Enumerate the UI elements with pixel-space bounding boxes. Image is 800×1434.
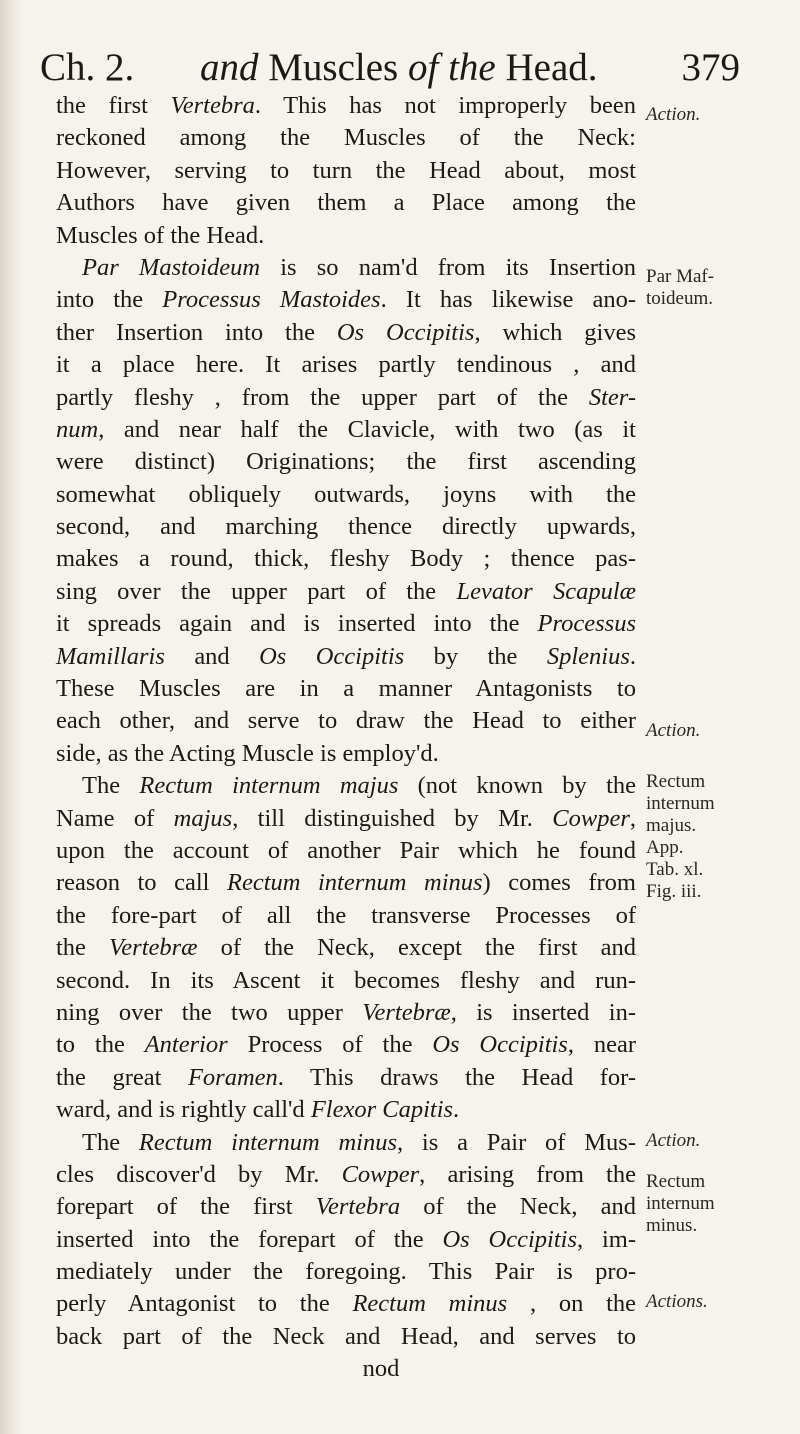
text-run: nod — [362, 1355, 400, 1383]
text-line — [56, 835, 636, 867]
text-run: the fore-part of all the transverse Processes of — [56, 901, 636, 929]
text-line — [56, 1159, 636, 1191]
text-line — [56, 673, 636, 705]
text-run: Name of — [56, 804, 174, 832]
text-line — [56, 900, 636, 932]
text-run: Muscles of the Head. — [56, 221, 265, 249]
text-line — [56, 932, 636, 964]
text-run: , near — [567, 1031, 636, 1059]
italic-term: Os Occipitis — [442, 1225, 577, 1253]
text-run: sing over the upper part of the — [56, 577, 457, 605]
text-run: perly Antagonist to the — [56, 1290, 353, 1318]
text-run: , and near half the Clavicle, with two (as it — [98, 415, 636, 443]
text-run: , on the — [507, 1290, 637, 1318]
text-run: , till distinguished by Mr. — [232, 804, 553, 832]
text-run: However, serving to turn the Head about, most — [56, 156, 636, 184]
text-run: ther Insertion into the — [56, 318, 337, 346]
italic-term: Rectum internum minus — [226, 869, 483, 897]
italic-term: Cowper — [552, 804, 630, 832]
margin-par-mastoideum: Par Maf- toideum. — [646, 266, 715, 309]
margin-rectum-minus: Rectum internum minus. — [646, 1171, 715, 1236]
text-run: the first — [56, 92, 171, 119]
text-run: somewhat obliquely outwards, joyns with the — [56, 480, 636, 508]
text-run: These Muscles are in a manner Antagonists to — [56, 675, 636, 703]
text-run: the — [56, 934, 110, 962]
text-line — [56, 220, 636, 252]
text-line — [56, 317, 636, 349]
italic-term: Anterior — [144, 1031, 228, 1059]
text-run: makes a round, thick, fleshy Body ; thence pas- — [56, 545, 636, 573]
italic-term: Vertebra — [170, 92, 255, 119]
text-run: is so nam'd from its Insertion — [260, 253, 636, 281]
text-run: back part of the Neck and Head, and serves to — [56, 1322, 636, 1350]
italic-term: Mamillaris — [56, 642, 165, 670]
italic-term: Foramen — [187, 1063, 278, 1091]
text-run: and — [164, 642, 260, 670]
text-run: , im- — [577, 1225, 636, 1253]
text-run: of the Neck, except the first and — [197, 934, 636, 962]
text-line — [56, 705, 636, 737]
page-number: 379 — [681, 46, 740, 89]
text-line — [56, 965, 636, 997]
text-line — [56, 382, 636, 414]
text-run: were distinct) Originations; the first ascending — [56, 448, 636, 476]
italic-term: Os Occipitis — [259, 642, 405, 670]
text-run: reason to call — [56, 869, 227, 897]
text-run: the great — [56, 1063, 188, 1091]
text-run: it a place here. It arises partly tendinous , and — [56, 351, 636, 379]
text-run: inserted into the forepart of the — [56, 1225, 443, 1253]
italic-term: Rectum internum minus — [138, 1128, 397, 1156]
margin-rectum-majus: Rectum internum majus. App. Tab. xl. Fig. iii. — [646, 771, 715, 902]
italic-term: Cowper — [341, 1160, 420, 1188]
running-header — [40, 38, 740, 98]
text-run: , arising from the — [419, 1160, 636, 1188]
text-run: partly fleshy , from the upper part of the — [56, 383, 589, 411]
text-run: second, and marching thence directly upwards, — [56, 513, 636, 541]
text-line — [56, 1191, 636, 1223]
text-run: cles discover'd by Mr. — [56, 1160, 342, 1188]
text-line — [56, 1321, 636, 1353]
text-run: each other, and serve to draw the Head to either — [56, 707, 636, 735]
text-line — [56, 1094, 636, 1126]
text-run: reckoned among the Muscles of the Neck: — [56, 124, 636, 152]
text-run: . This draws the Head for- — [277, 1063, 637, 1091]
italic-term: Vertebra — [315, 1193, 401, 1221]
text-run: . This has not improperly been — [254, 92, 636, 119]
text-line — [56, 1062, 636, 1094]
text-line — [56, 511, 636, 543]
text-line — [56, 252, 636, 284]
italic-term: Os Occipitis — [432, 1031, 568, 1059]
margin-action-3: Action. — [646, 1130, 701, 1151]
text-run: The — [82, 1128, 139, 1156]
text-run: side, as the Acting Muscle is employ'd. — [56, 739, 439, 767]
margin-actions: Actions. — [646, 1291, 708, 1312]
italic-term: Splenius — [546, 642, 630, 670]
italic-term: Rectum minus — [352, 1290, 508, 1318]
text-run: mediately under the foregoing. This Pair is pro- — [56, 1258, 636, 1286]
text-line — [56, 641, 636, 673]
italic-term: Vertebræ — [109, 934, 198, 962]
text-line — [56, 90, 636, 122]
text-run: forepart of the first — [56, 1193, 316, 1221]
body-text — [56, 90, 636, 1386]
text-run: Process of the — [227, 1031, 433, 1059]
italic-term: Rectum internum majus — [139, 772, 399, 800]
text-run: second. In its Ascent it becomes fleshy and run- — [56, 966, 636, 994]
italic-term: Processus — [537, 610, 636, 638]
chapter-label: Ch. 2. — [40, 46, 135, 89]
text-line — [56, 446, 636, 478]
italic-term: num — [56, 415, 99, 443]
text-run: , is inserted in- — [450, 998, 636, 1026]
italic-term: Flexor Capitis — [310, 1096, 454, 1124]
text-line — [56, 576, 636, 608]
italic-term: Levator Scapulæ — [456, 577, 636, 605]
text-run: it spreads again and is inserted into the — [56, 610, 538, 638]
text-run: The — [82, 772, 140, 800]
text-line — [56, 187, 636, 219]
text-line — [56, 155, 636, 187]
italic-term: majus — [173, 804, 233, 832]
text-line — [56, 349, 636, 381]
text-line — [56, 122, 636, 154]
italic-term: Processus Mastoides — [162, 286, 381, 314]
text-line — [56, 1288, 636, 1320]
text-run: . — [453, 1096, 460, 1124]
italic-term: Ster- — [588, 383, 636, 411]
text-run: , is a Pair of Mus- — [397, 1128, 636, 1156]
text-run: by the — [404, 642, 547, 670]
text-run: to the — [56, 1031, 145, 1059]
text-line — [56, 738, 636, 770]
page-binding-shadow — [0, 0, 22, 1434]
text-line — [56, 770, 636, 802]
text-line — [56, 1127, 636, 1159]
text-line — [56, 1224, 636, 1256]
text-line — [56, 479, 636, 511]
text-line — [56, 867, 636, 899]
text-run: . — [629, 642, 636, 670]
italic-term: Vertebræ — [362, 998, 451, 1026]
running-title: and Muscles of the Head. — [200, 46, 598, 89]
text-run: ward, and is rightly call'd — [56, 1096, 311, 1124]
text-line — [56, 284, 636, 316]
text-run: ning over the two upper — [56, 998, 363, 1026]
italic-term: Os Occipitis — [336, 318, 475, 346]
text-line — [56, 543, 636, 575]
text-line — [56, 414, 636, 446]
text-run: (not known by the — [398, 772, 637, 800]
text-line — [56, 1353, 636, 1385]
margin-action-2: Action. — [646, 720, 701, 741]
text-line — [56, 1256, 636, 1288]
text-line — [56, 803, 636, 835]
text-run: , which gives — [474, 318, 636, 346]
text-line — [56, 608, 636, 640]
italic-term: Par Mastoideum — [82, 253, 261, 281]
text-run: upon the account of another Pair which he found — [56, 836, 636, 864]
margin-action-1: Action. — [646, 104, 701, 125]
text-line — [56, 997, 636, 1029]
text-run: ) comes from — [482, 869, 636, 897]
text-line — [56, 1029, 636, 1061]
text-run: Authors have given them a Place among the — [56, 189, 636, 217]
text-run: , — [629, 804, 636, 832]
text-run: . It has likewise ano- — [380, 286, 636, 314]
text-run: of the Neck, and — [400, 1193, 636, 1221]
text-run: into the — [56, 286, 163, 314]
